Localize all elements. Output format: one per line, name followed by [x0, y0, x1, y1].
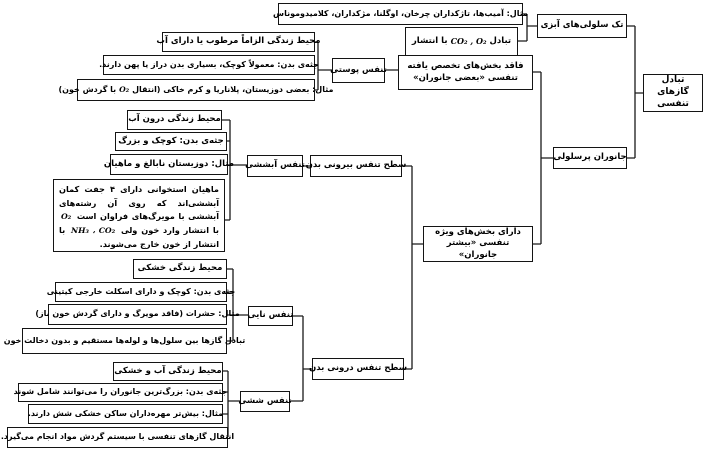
node-internal-respiratory-surface: سطح تنفس درونی بدن — [312, 358, 404, 380]
node-aquatic-unicellulars: تک سلولی‌های آبزی — [537, 14, 627, 38]
node-lung-example: مثال: بیش‌تر مهره‌داران ساکن خشکی شش دارند. — [28, 404, 223, 424]
node-lung-body-size: جثه‌ی بدن: بزرگ‌ترین جانوران را می‌توانند شامل شوند — [18, 383, 223, 402]
node-skin-environment: محیط زندگی الزاماً مرطوب یا دارای آب — [162, 32, 315, 52]
skin-example-text-post: با گردش خون) — [58, 84, 117, 94]
node-tracheal-body-size: جثه‌ی بدن: کوچک و دارای اسکلت خارجی کیتینی — [55, 282, 227, 302]
node-lung-respiration: تنفس ششی — [240, 391, 290, 412]
node-respiratory-gas-exchange-root: تبادل گازهای تنفسی — [643, 74, 703, 112]
node-having-special-parts: دارای بخش‌های ویژه تنفسی «بیشتر جانوران» — [423, 226, 533, 262]
node-gill-example: مثال: دوزیستان نابالغ و ماهیان — [110, 154, 228, 175]
fish-detail-text-1: ماهیان استخوانی دارای ۴ جفت کمان آبششی‌اند که روی آن رشته‌های آبششی با مویرگ‌های فراوان است — [59, 184, 219, 222]
node-gill-environment: محیط زندگی درون آب — [127, 110, 222, 130]
node-diffusion-exchange — [405, 27, 518, 56]
node-tracheal-environment: محیط زندگی خشکی — [133, 259, 227, 279]
node-gill-body-size: جثه‌ی بدن: کوچک و بزرگ — [115, 132, 227, 151]
node-tracheal-example: مثال: حشرات (فاقد مویرگ و دارای گردش خون باز) — [48, 304, 227, 325]
o2-formula: O₂ — [119, 85, 130, 95]
node-external-respiratory-surface: سطح تنفس بیرونی بدن — [310, 155, 402, 177]
fish-o2-formula: O₂ — [61, 212, 72, 222]
node-skin-body-size: جثه‌ی بدن: معمولاً کوچک، بسیاری بدن دراز یا پهن دارند. — [103, 55, 315, 75]
node-unicellular-examples: مثال: آمیب‌ها، تاژکداران چرخان، اوگلنا، مژکداران، کلامیدوموناس — [278, 3, 523, 25]
node-tracheal-gas-exchange: تبادل گازها بین سلول‌ها و لوله‌ها مستقیم و بدون دخالت خون — [22, 328, 227, 354]
skin-example-text-pre: مثال: بعضی دوزیستان، پلاناریا و کرم خاکی (انتقال — [132, 84, 334, 94]
fish-detail-text-3: با انتشار از خون خارج می‌شوند. — [59, 224, 219, 249]
node-tracheal-respiration: تنفس نایی — [248, 306, 293, 326]
node-lacking-specialized-parts: فاقد بخش‌های تخصص یافته تنفسی «بعضی جانوران» — [398, 55, 533, 90]
node-lung-gas-transport: انتقال گازهای تنفسی با سیستم گردش مواد انجام می‌گیرد. — [7, 427, 228, 448]
node-bony-fish-detail — [53, 179, 225, 252]
diffusion-exchange-text-pre: تبادل — [489, 35, 512, 46]
node-gill-respiration: تنفس آبششی — [247, 155, 303, 177]
node-lung-environment: محیط زندگی آب و خشکی — [113, 362, 223, 381]
co2-o2-formula: CO₂ , O₂ — [450, 36, 487, 47]
fish-detail-text-2: با انتشار وارد خون ولی — [120, 224, 219, 235]
node-multicellular-animals: جانوران پرسلولی — [553, 147, 627, 169]
diffusion-exchange-text-post: با انتشار — [411, 35, 448, 46]
node-skin-example — [58, 79, 334, 101]
node-skin-respiration: تنفس پوستی — [332, 58, 385, 83]
fish-nh3-co2-formula: NH₃ ، CO₂ — [70, 225, 116, 235]
